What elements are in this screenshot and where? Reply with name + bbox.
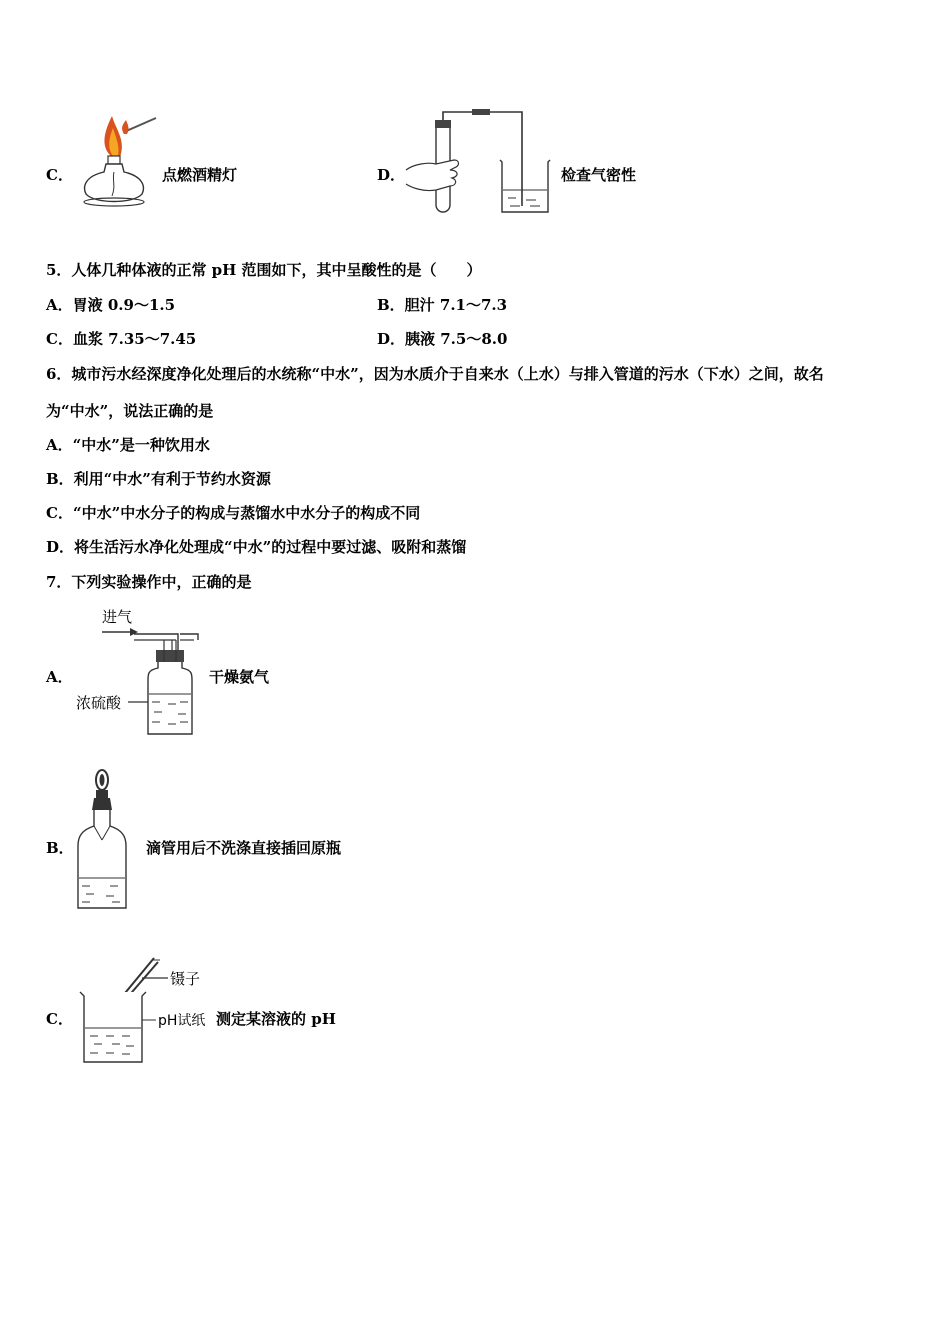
- q4-option-c-label: C．: [46, 166, 73, 184]
- q7-option-a-caption: 干燥氨气: [209, 668, 270, 686]
- ph-test-figure: [76, 954, 216, 1066]
- q7-option-c-caption: 测定某溶液的 pH: [216, 1010, 336, 1028]
- q7-option-b-caption: 滴管用后不洗涤直接插回原瓶: [146, 839, 342, 857]
- q6-option-c: C．“中水”中水分子的构成与蒸馏水中水分子的构成不同: [46, 504, 421, 522]
- gas-inlet-label: 进气: [102, 608, 133, 626]
- q5-option-b: B．胆汁 7.1～7.3: [377, 296, 508, 314]
- q6-option-a: A．“中水”是一种饮用水: [46, 436, 210, 454]
- q6-option-d: D．将生活污水净化处理成“中水”的过程中要过滤、吸附和蒸馏: [46, 538, 467, 556]
- airtightness-check-figure: [404, 108, 554, 216]
- q5-option-a: A．胃液 0.9～1.5: [46, 296, 176, 314]
- q4-option-d-label: D．: [377, 166, 406, 184]
- q7-option-c-label: C．: [46, 1010, 73, 1028]
- q5-stem: 5．人体几种体液的正常 pH 范围如下，其中呈酸性的是（ ）: [46, 261, 482, 279]
- q6-stem-line1: 6．城市污水经深度净化处理后的水统称“中水”，因为水质介于自来水（上水）与排入管道的污水（下水）之间，故名: [46, 365, 824, 383]
- q5-option-d: D．胰液 7.5～8.0: [377, 330, 508, 348]
- gas-drying-bottle-figure: [76, 604, 206, 738]
- q4-option-c-caption: 点燃酒精灯: [162, 166, 238, 184]
- q6-stem-line2: 为“中水”，说法正确的是: [46, 402, 214, 420]
- q7-stem: 7．下列实验操作中，正确的是: [46, 573, 252, 591]
- ph-paper-label: pH试纸: [158, 1013, 206, 1029]
- alcohol-lamp-figure: [76, 112, 158, 212]
- q7-option-a-label: A．: [46, 668, 73, 686]
- dropper-bottle-figure: [74, 766, 130, 912]
- q4-option-d-caption: 检查气密性: [561, 166, 637, 184]
- q6-option-b: B．利用“中水”有利于节约水资源: [46, 470, 271, 488]
- sulfuric-acid-label: 浓硫酸: [76, 694, 122, 712]
- q7-option-b-label: B．: [46, 839, 74, 857]
- tweezers-label: 镊子: [170, 970, 201, 988]
- q5-option-c: C．血浆 7.35～7.45: [46, 330, 197, 348]
